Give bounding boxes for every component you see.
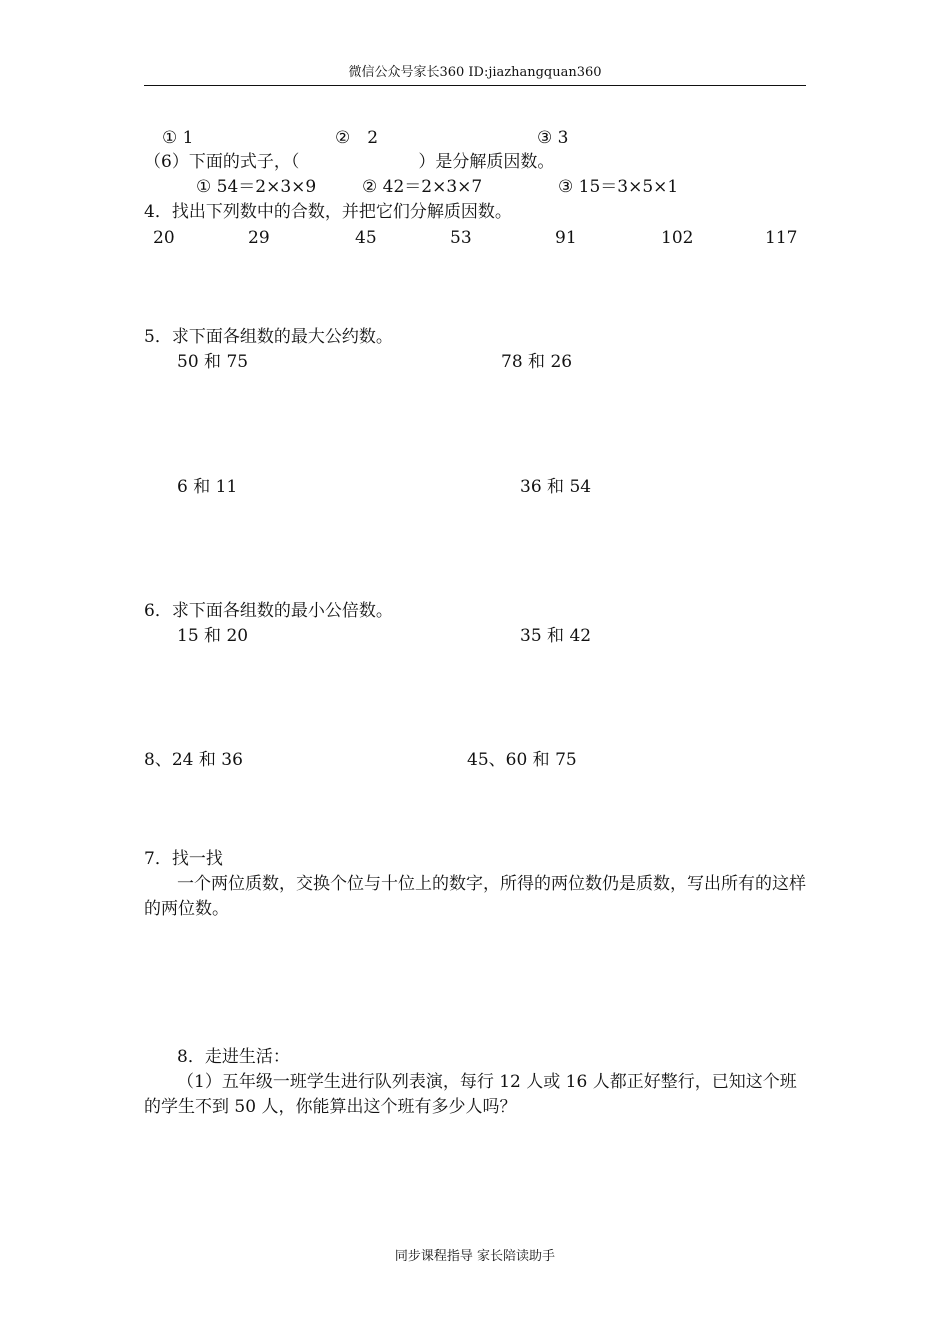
question-6-option-3: ③ 15＝3×5×1 (558, 177, 679, 197)
section-4-title: 4．找出下列数中的合数，并把它们分解质因数。 (144, 202, 512, 222)
section-7-body: 一个两位质数，交换个位与十位上的数字，所得的两位数仍是质数，写出所有的这样的两位数。 (144, 874, 806, 919)
number-item: 91 (555, 228, 577, 248)
lcm-item: 8、24 和 36 (144, 750, 243, 770)
page-header: 微信公众号家长360 ID:jiazhangquan360 (348, 65, 602, 80)
number-item: 117 (765, 228, 798, 248)
section-8-question-1: （1）五年级一班学生进行队列表演，每行 12 人或 16 人都正好整行，已知这个班的学生不到 50 人，你能算出这个班有多少人吗？ (144, 1072, 797, 1117)
number-item: 53 (450, 228, 472, 248)
number-item: 45 (355, 228, 377, 248)
option-2: ② 2 (335, 128, 379, 148)
page-footer: 同步课程指导 家长陪读助手 (394, 1249, 556, 1264)
lcm-item: 15 和 20 (177, 626, 249, 646)
number-item: 20 (153, 228, 175, 248)
question-6-stem: （6）下面的式子，（ ）是分解质因数。 (144, 152, 555, 172)
number-item: 102 (661, 228, 694, 248)
section-7-title: 7．找一找 (144, 849, 223, 869)
gcd-item: 50 和 75 (177, 352, 249, 372)
question-6-option-1: ① 54＝2×3×9 (196, 177, 317, 197)
lcm-item: 45、60 和 75 (467, 750, 577, 770)
section-5-title: 5．求下面各组数的最大公约数。 (144, 327, 393, 347)
number-item: 29 (248, 228, 270, 248)
gcd-item: 6 和 11 (177, 477, 238, 497)
lcm-item: 35 和 42 (520, 626, 592, 646)
question-6-option-2: ② 42＝2×3×7 (362, 177, 483, 197)
gcd-item: 78 和 26 (501, 352, 573, 372)
option-3: ③ 3 (537, 128, 569, 148)
section-8-title: 8．走进生活： (177, 1047, 290, 1067)
section-6-title: 6．求下面各组数的最小公倍数。 (144, 601, 393, 621)
header-divider (144, 85, 806, 86)
gcd-item: 36 和 54 (520, 477, 592, 497)
option-1: ① 1 (162, 128, 194, 148)
